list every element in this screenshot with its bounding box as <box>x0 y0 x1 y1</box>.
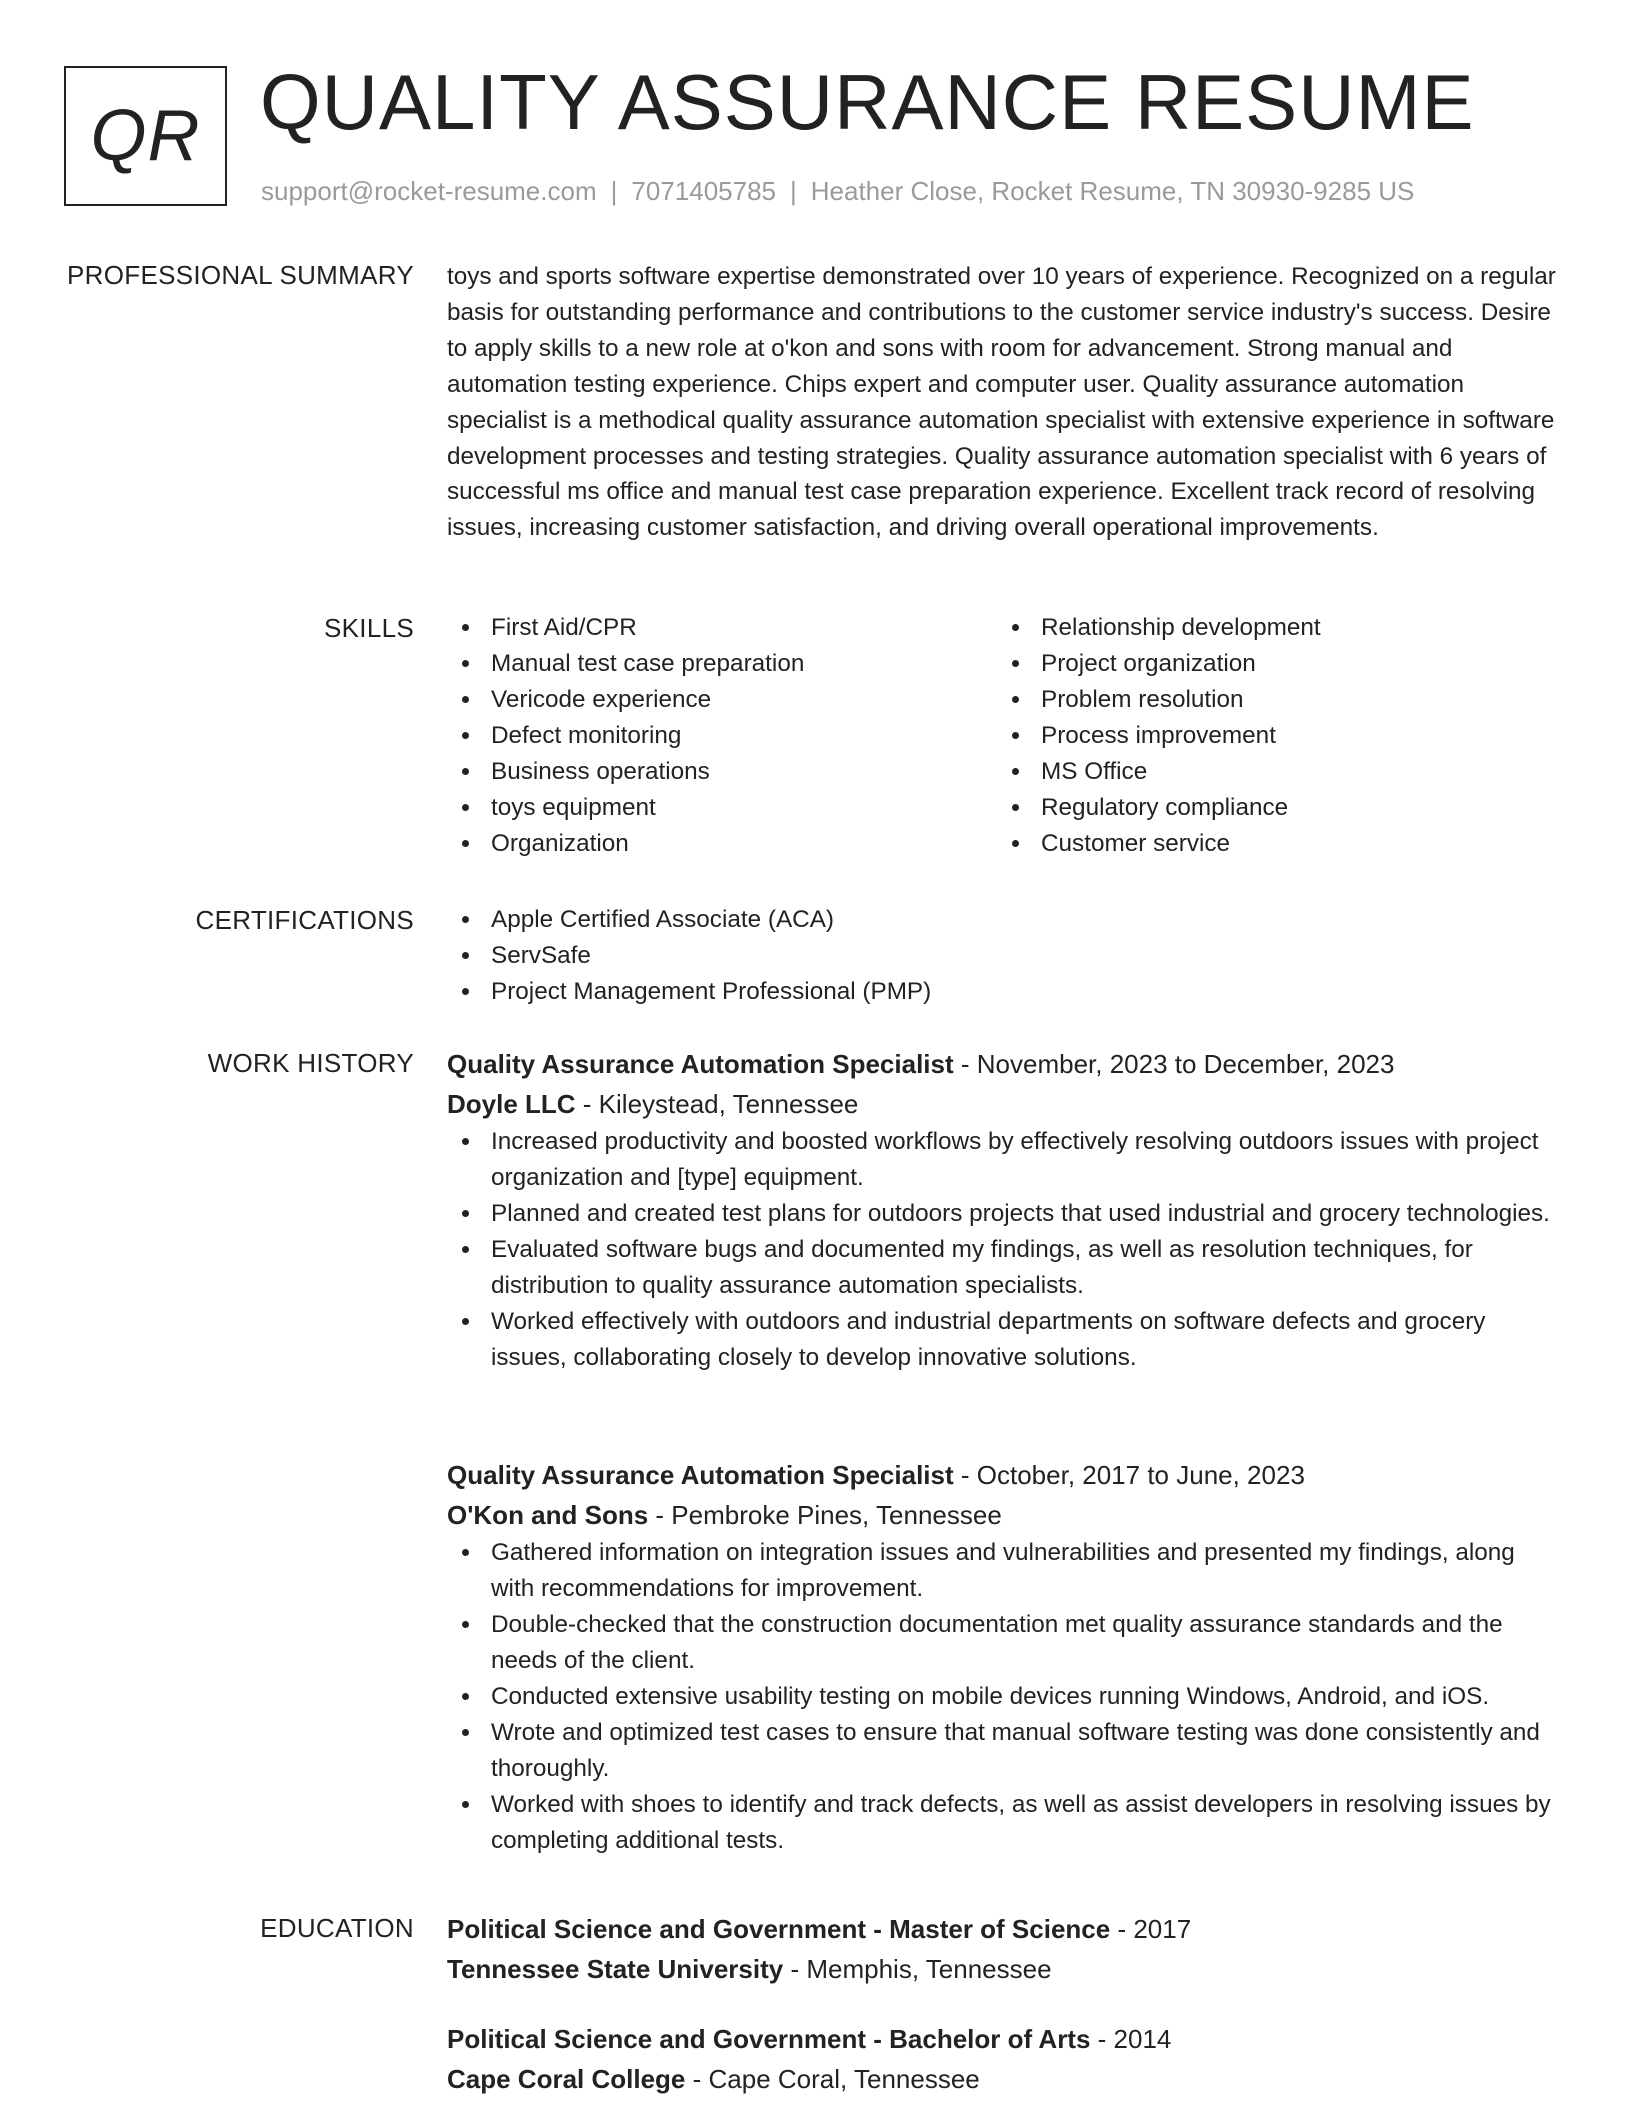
education-school-line <box>447 1949 1557 1989</box>
skills-list-left <box>447 610 997 862</box>
contact-address: Heather Close, Rocket Resume, TN 30930-9285 US <box>810 176 1415 206</box>
skill-item: MS Office <box>997 754 1547 790</box>
job-bullet: Double-checked that the construction documentation met quality assurance standards and the needs of the client. <box>447 1607 1557 1679</box>
job-bullet: Evaluated software bugs and documented my findings, as well as resolution techniques, for distribution to quality assurance automation specialists. <box>447 1232 1557 1304</box>
education-year: - 2014 <box>1090 2024 1172 2054</box>
education-degree: Political Science and Government - Master of Science <box>447 1914 1111 1944</box>
education-school: Cape Coral College <box>447 2064 686 2094</box>
section-label-education: EDUCATION <box>260 1913 414 1943</box>
job-location: - Kileystead, Tennessee <box>575 1089 859 1119</box>
education-degree-line <box>447 1909 1557 1949</box>
job-dates: - October, 2017 to June, 2023 <box>953 1460 1305 1490</box>
education-entry <box>447 1909 1557 1989</box>
job-title-line <box>447 1044 1557 1084</box>
job-bullet: Wrote and optimized test cases to ensure that manual software testing was done consistently and thoroughly. <box>447 1715 1557 1787</box>
certification-item: Apple Certified Associate (ACA) <box>447 902 1557 938</box>
monogram-badge: QR <box>64 66 227 206</box>
job-bullet: Increased productivity and boosted workflows by effectively resolving outdoors issues with project organization and [type] equipment. <box>447 1124 1557 1196</box>
summary-text: toys and sports software expertise demonstrated over 10 years of experience. Recognized on a regular basis for outstanding performance and contributions to the customer service industry's success. Desire to apply skills to a new role at o'kon and sons with room for advancement. Strong manual and automation testing experience. Chips expert and computer user. Quality assurance automation specialist is a methodical quality assurance automation specialist with extensive experience in software development processes and testing strategies. Quality assurance automation specialist with 6 years of successful ms office and manual test case preparation experience. Excellent track record of resolving issues, increasing customer satisfaction, and driving overall operational improvements. <box>447 263 1556 542</box>
contact-phone[interactable]: 7071405785 <box>631 176 776 206</box>
job-entry <box>447 1455 1557 1859</box>
job-bullets <box>447 1535 1557 1859</box>
education-location: - Memphis, Tennessee <box>783 1954 1052 1984</box>
skill-item: Relationship development <box>997 610 1547 646</box>
contact-separator: | <box>790 176 797 206</box>
job-company-line <box>447 1495 1557 1535</box>
job-company: Doyle LLC <box>447 1089 576 1119</box>
section-label-skills: SKILLS <box>324 613 414 643</box>
job-title: Quality Assurance Automation Specialist <box>447 1460 954 1490</box>
skill-item: Problem resolution <box>997 682 1547 718</box>
education-location: - Cape Coral, Tennessee <box>685 2064 980 2094</box>
section-label-summary: PROFESSIONAL SUMMARY <box>67 260 414 290</box>
resume-title: QUALITY ASSURANCE RESUME <box>260 58 1475 146</box>
certifications-list <box>447 902 1557 1010</box>
skill-item: Process improvement <box>997 718 1547 754</box>
job-company: O'Kon and Sons <box>447 1500 649 1530</box>
section-label-certifications: CERTIFICATIONS <box>195 905 414 935</box>
job-title: Quality Assurance Automation Specialist <box>447 1049 954 1079</box>
skill-item: Organization <box>447 826 997 862</box>
skill-item: toys equipment <box>447 790 997 826</box>
certification-item: Project Management Professional (PMP) <box>447 974 1557 1010</box>
skill-item: Defect monitoring <box>447 718 997 754</box>
section-label-work-history: WORK HISTORY <box>207 1048 414 1078</box>
education-degree-line <box>447 2019 1557 2059</box>
skill-item: Project organization <box>997 646 1547 682</box>
job-dates: - November, 2023 to December, 2023 <box>953 1049 1395 1079</box>
job-bullet: Gathered information on integration issues and vulnerabilities and presented my findings, along with recommendations for improvement. <box>447 1535 1557 1607</box>
contact-separator: | <box>610 176 618 206</box>
job-bullet: Conducted extensive usability testing on mobile devices running Windows, Android, and iOS. <box>447 1679 1557 1715</box>
job-bullet: Planned and created test plans for outdoors projects that used industrial and grocery technologies. <box>447 1196 1557 1232</box>
skill-item: Vericode experience <box>447 682 997 718</box>
education-entry <box>447 2019 1557 2099</box>
skills-list-right <box>997 610 1547 862</box>
job-bullets <box>447 1124 1557 1376</box>
education-school-line <box>447 2059 1557 2099</box>
job-title-line <box>447 1455 1557 1495</box>
job-bullet: Worked effectively with outdoors and industrial departments on software defects and grocery issues, collaborating closely to develop innovative solutions. <box>447 1304 1557 1376</box>
job-bullet: Worked with shoes to identify and track defects, as well as assist developers in resolving issues by completing additional tests. <box>447 1787 1557 1859</box>
skill-item: Manual test case preparation <box>447 646 997 682</box>
skill-item: Customer service <box>997 826 1547 862</box>
skill-item: Business operations <box>447 754 997 790</box>
skill-item: First Aid/CPR <box>447 610 997 646</box>
job-company-line <box>447 1084 1557 1124</box>
education-school: Tennessee State University <box>447 1954 784 1984</box>
contact-line <box>261 174 1414 208</box>
certification-item: ServSafe <box>447 938 1557 974</box>
education-year: - 2017 <box>1110 1914 1192 1944</box>
education-degree: Political Science and Government - Bachelor of Arts <box>447 2024 1091 2054</box>
contact-email[interactable]: support@rocket-resume.com <box>261 176 597 206</box>
job-location: - Pembroke Pines, Tennessee <box>648 1500 1002 1530</box>
job-entry <box>447 1044 1557 1376</box>
skill-item: Regulatory compliance <box>997 790 1547 826</box>
